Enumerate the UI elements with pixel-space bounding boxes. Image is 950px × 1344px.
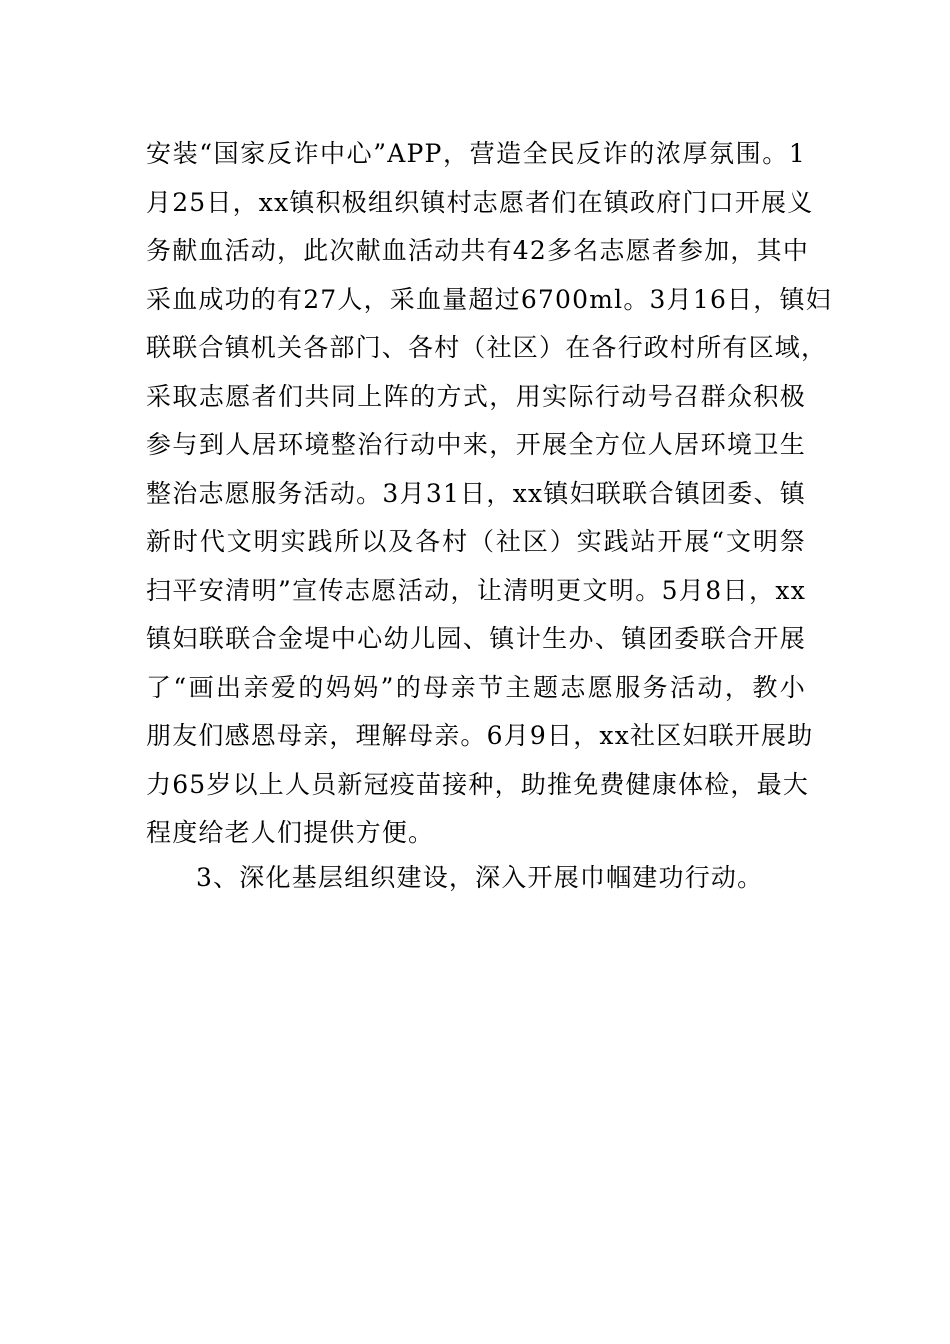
paragraph-line: 程度给老人们提供方便。 bbox=[146, 818, 435, 847]
paragraph-line: 整治志愿服务活动。3月31日，xx镇妇联联合镇团委、镇 bbox=[146, 478, 806, 508]
paragraph-line: 参与到人居环境整治行动中来，开展全方位人居环境卫生 bbox=[146, 430, 806, 459]
paragraph-line: 新时代文明实践所以及各村（社区）实践站开展“文明祭 bbox=[146, 527, 806, 556]
paragraph-line: 朋友们感恩母亲，理解母亲。6月9日，xx社区妇联开展助 bbox=[146, 721, 814, 750]
body-paragraph bbox=[146, 130, 832, 860]
paragraph-line: 务献血活动，此次献血活动共有42多名志愿者参加，其中 bbox=[146, 236, 810, 265]
paragraph-line: 采取志愿者们共同上阵的方式，用实际行动号召群众积极 bbox=[146, 381, 806, 411]
paragraph-line: 安装“国家反诈中心”APP，营造全民反诈的浓厚氛围。1 bbox=[146, 139, 806, 168]
paragraph-line: 月25日，xx镇积极组织镇村志愿者们在镇政府门口开展义 bbox=[146, 187, 814, 217]
paragraph-line: 力65岁以上人员新冠疫苗接种，助推免费健康体检，最大 bbox=[146, 769, 810, 799]
section-heading: 3、深化基层组织建设，深入开展巾帼建功行动。 bbox=[196, 863, 764, 892]
paragraph-line: 采血成功的有27人，采血量超过6700ml。3月16日，镇妇 bbox=[146, 284, 832, 314]
paragraph-line: 扫平安清明”宣传志愿活动，让清明更文明。5月8日，xx bbox=[146, 575, 806, 605]
paragraph-line: 镇妇联联合金堤中心幼儿园、镇计生办、镇团委联合开展 bbox=[146, 624, 806, 653]
paragraph-line: 了“画出亲爱的妈妈”的母亲节主题志愿服务活动，教小 bbox=[146, 672, 806, 702]
paragraph-line: 联联合镇机关各部门、各村（社区）在各行政村所有区域， bbox=[146, 333, 828, 362]
